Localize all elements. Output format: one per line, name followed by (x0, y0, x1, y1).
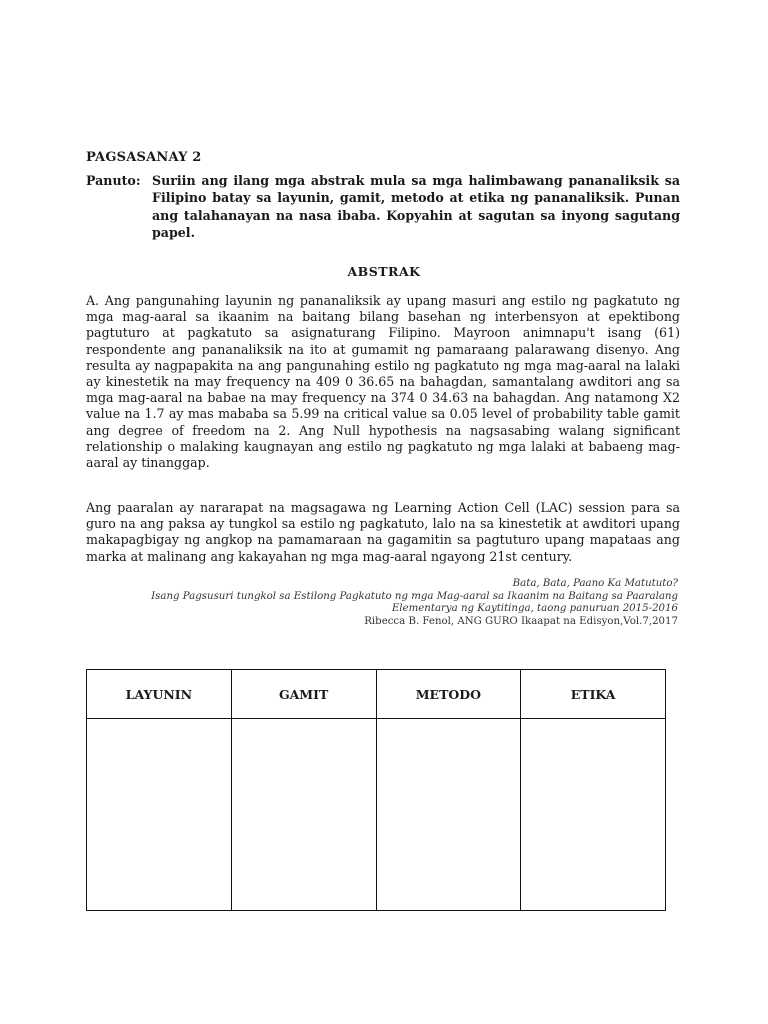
citation (84, 578, 678, 628)
instructions-label: Panuto: (86, 173, 141, 188)
citation-subtitle: Isang Pagsusuri tungkol sa Estilong Pagkatuto ng mga Mag-aaral sa Ikaanim na Baitang sa Paaralang (151, 590, 678, 602)
citation-subtitle-2: Elementarya ng Kaytitinga, taong panuruan 2015-2016 (391, 603, 678, 615)
abstract-paragraph-2: Ang paaralan ay nararapat na magsagawa ng Learning Action Cell (LAC) session para sa guro na ang paksa ay tungkol sa estilo ng pagkatuto, lalo na sa kinestetik at awditori upang makapagbigay ng angkop na pamamaraan na gagamitin sa pagtuturo upang mapataas ang marka at malinang ang kakayahan ng mga mag-aaral ngayong 21st century. (86, 500, 680, 564)
exercise-heading: PAGSASANAY 2 (86, 150, 202, 165)
answer-cell-gamit[interactable] (231, 719, 376, 911)
answer-cell-metodo[interactable] (376, 719, 521, 911)
abstract-title: ABSTRAK (347, 264, 421, 279)
header-gamit: GAMIT (231, 670, 376, 719)
answer-cell-etika[interactable] (521, 719, 666, 911)
table-header-row (87, 670, 666, 719)
citation-author: Ribecca B. Fenol, ANG GURO Ikaapat na Edisyon,Vol.7,2017 (364, 615, 678, 627)
answer-cell-layunin[interactable] (87, 719, 232, 911)
table-answer-row (87, 719, 666, 911)
header-etika: ETIKA (521, 670, 666, 719)
instructions-text: Suriin ang ilang mga abstrak mula sa mga halimbawang pananaliksik sa Filipino batay sa layunin, gamit, metodo at etika ng pananaliksik. Punan ang talahanayan na nasa ibaba. Kopyahin at sagutan sa inyong sagutang papel. (152, 173, 680, 241)
abstract-paragraph-1: A. Ang pangunahing layunin ng pananaliksik ay upang masuri ang estilo ng pagkatuto ng mga mag-aaral sa ikaanim na baitang bilang basehan ng interbensyon at epektibong pagtuturo at pagkatuto sa asignaturang Filipino. Mayroon animnapu't isang (61) respondente ang pananaliksik na ito at gumamit ng pamaraang palarawang disenyo. Ang resulta ay nagpapakita na ang pangunahing estilo ng pagkatuto ng mga mag-aaral na lalaki ay kinestetik na may frequency na 409 0 36.65 na bahagdan, samantalang awditori ang sa mga mag-aaral na babae na may frequency na 374 0 34.63 na bahagdan. Ang natamong X2 value na 1.7 ay mas mababa sa 5.99 na critical value sa 0.05 level of probability table gamit ang degree of freedom na 2. Ang Null hypothesis na nagsasabing walang significant relationship o malaking kaugnayan ang estilo ng pagkatuto ng mga lalaki at babaeng mag-aaral ay tinanggap. (86, 293, 680, 471)
header-layunin: LAYUNIN (87, 670, 232, 719)
instructions (86, 172, 680, 242)
header-metodo: METODO (376, 670, 521, 719)
answer-table (86, 669, 666, 911)
citation-title: Bata, Bata, Paano Ka Matututo? (512, 578, 678, 589)
